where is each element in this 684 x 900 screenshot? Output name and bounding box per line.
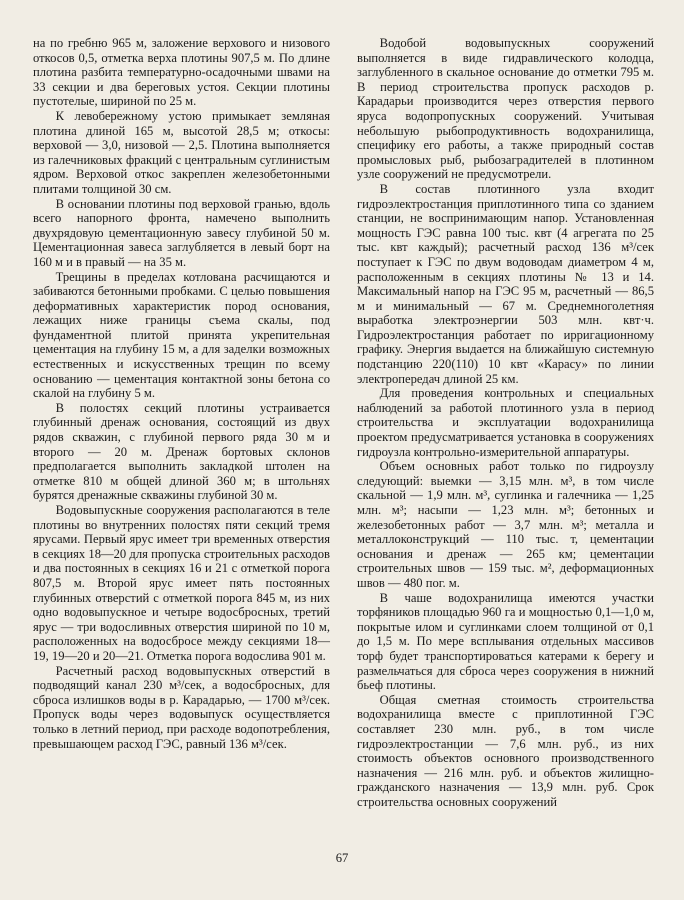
right-column bbox=[357, 36, 654, 809]
paragraph: В чаше водохранилища имеются участки торфяников площадью 960 га и мощностью 0,1—1,0 м, покрытые илом и суглинками слоем толщиной от 0,1 до 1,5 м. По мере всплывания отдельных массивов торф будет транспортироваться катерами к берегу и размельчаться для сброса через сооружения в нижний бьеф плотины. bbox=[357, 590, 654, 693]
left-column bbox=[33, 36, 330, 751]
paragraph: В полостях секций плотины устраивается глубинный дренаж основания, состоящий из двух рядов скважин, с глубиной первого ряда 30 м и второго — 20 м. Дренаж бортовых склонов предполагается выполнить закладкой штолен на отметке 810 м общей длиной 360 м; в штольнях бурятся дренажные скважины глубиной 30 м. bbox=[33, 400, 330, 503]
paragraph: Водобой водовыпускных сооружений выполняется в виде гидравлического колодца, заглубленного в скальное основание до отметки 795 м. В период строительства пропуск расходов р. Карадарьи производится через отверстия первого яруса водопропускных сооружений. Учитывая небольшую рыбопродуктивность водохранилища, специфику его работы, а также природный состав промысловых рыб, рыбозаградителей в плотинном узле сооружений не предусмотрели. bbox=[357, 36, 654, 182]
paragraph: Объем основных работ только по гидроузлу следующий: выемки — 3,15 млн. м³, в том числе скальной — 1,9 млн. м³, суглинка и галечника — 1,25 млн. м³; насыпи — 1,23 млн. м³; бетонных и железобетонных работ — 3,7 млн. м³; металла и металлоконструкций — 110 тыс. т, цементации основания и дренаж — 265 км; цементации строительных швов — 159 тыс. м², деформационных швов — 480 пог. м. bbox=[357, 459, 654, 590]
paragraph: Для проведения контрольных и специальных наблюдений за работой плотинного узла в период строительства и эксплуатации водохранилища проектом предусматривается установка в сооружениях гидроузла контрольно-измерительной аппаратуры. bbox=[357, 386, 654, 459]
paragraph: В основании плотины под верховой гранью, вдоль всего напорного фронта, намечено выполнить двухрядовую цементационную завесу глубиной 50 м. Цементационная завеса заглубляется в левый борт на 160 м и в правый — на 35 м. bbox=[33, 196, 330, 269]
page-number: 67 bbox=[335, 851, 349, 865]
paragraph: Расчетный расход водовыпускных отверстий в подводящий канал 230 м³/сек, а водосбросных, для сброса излишков воды в р. Карадарью, — 1700 м³/сек. Пропуск воды через водовыпуск осуществляется только в летний период, при расходе водопотребления, превышающем расход ГЭС, равный 136 м³/сек. bbox=[33, 663, 330, 751]
paragraph: Водовыпускные сооружения располагаются в теле плотины во внутренних полостях пяти секций тремя ярусами. Первый ярус имеет три временных отверстия в секциях 18—20 для пропуска строительных расходов и два постоянных в секциях 16 и 21 с отметкой порога 807,5 м. Второй ярус имеет пять постоянных глубинных отверстий с отметкой порога 845 м, из них одно водовыпускное и четыре водосбросных, третий ярус — три водосливных отверстия шириной по 10 м, расположенных на водосбросе между секциями 18—19, 19—20 и 20—21. Отметка порога водослива 901 м. bbox=[33, 503, 330, 663]
paragraph: Общая сметная стоимость строительства водохранилища вместе с приплотинной ГЭС составляет 230 млн. руб., в том числе гидроэлектростанции — 7,6 млн. руб., из них стоимость объектов основного производственного назначения — 216 млн. руб. и объектов жилищно-гражданского назначения — 13,9 млн. руб. Срок строительства основных сооружений bbox=[357, 692, 654, 809]
paragraph: В состав плотинного узла входит гидроэлектростанция приплотинного типа со зданием станции, не воспринимающим напор. Установленная мощность ГЭС равна 100 тыс. квт (4 агрегата по 25 тыс. квт каждый); расчетный расход 136 м³/сек поступает к ГЭС по двум водоводам диаметром 4 м, расположенным в секциях плотины № 13 и 14. Максимальный напор на ГЭС 95 м, расчетный — 86,5 м и минимальный — 67 м. Среднемноголетняя выработка электроэнергии 503 млн. квт·ч. Гидроэлектростанция работает по ирригационному графику. Энергия выдается на ближайшую системную подстанцию 220(110) 10 квт «Карасу» по линии электропередач длиной 25 км. bbox=[357, 181, 654, 386]
paragraph: на по гребню 965 м, заложение верхового и низового откосов 0,5, отметка верха плотины 907,5 м. По длине плотина разбита температурно-осадочными швами на 33 секции и два береговых устоя. Секции плотины пустотелые, шириной по 25 м. bbox=[33, 36, 330, 109]
paragraph: Трещины в пределах котлована расчищаются и забиваются бетонными пробками. С целью повышения деформативных характеристик пород основания, лежащих ниже границы съема скалы, под фундаментной плитой принята укрепительная цементация на глубину 15 м, а для заделки возможных естественных и искусственных трещин по всему основанию — цементация контактной зоны бетона со скалой на глубину 5 м. bbox=[33, 269, 330, 401]
paragraph: К левобережному устою примыкает земляная плотина длиной 165 м, высотой 28,5 м; откосы: верховой — 3,0, низовой — 2,5. Плотина выполняется из галечниковых фракций с центральным суглинистым ядром. Верховой откос закреплен железобетонными плитами толщиной 30 см. bbox=[33, 108, 330, 196]
